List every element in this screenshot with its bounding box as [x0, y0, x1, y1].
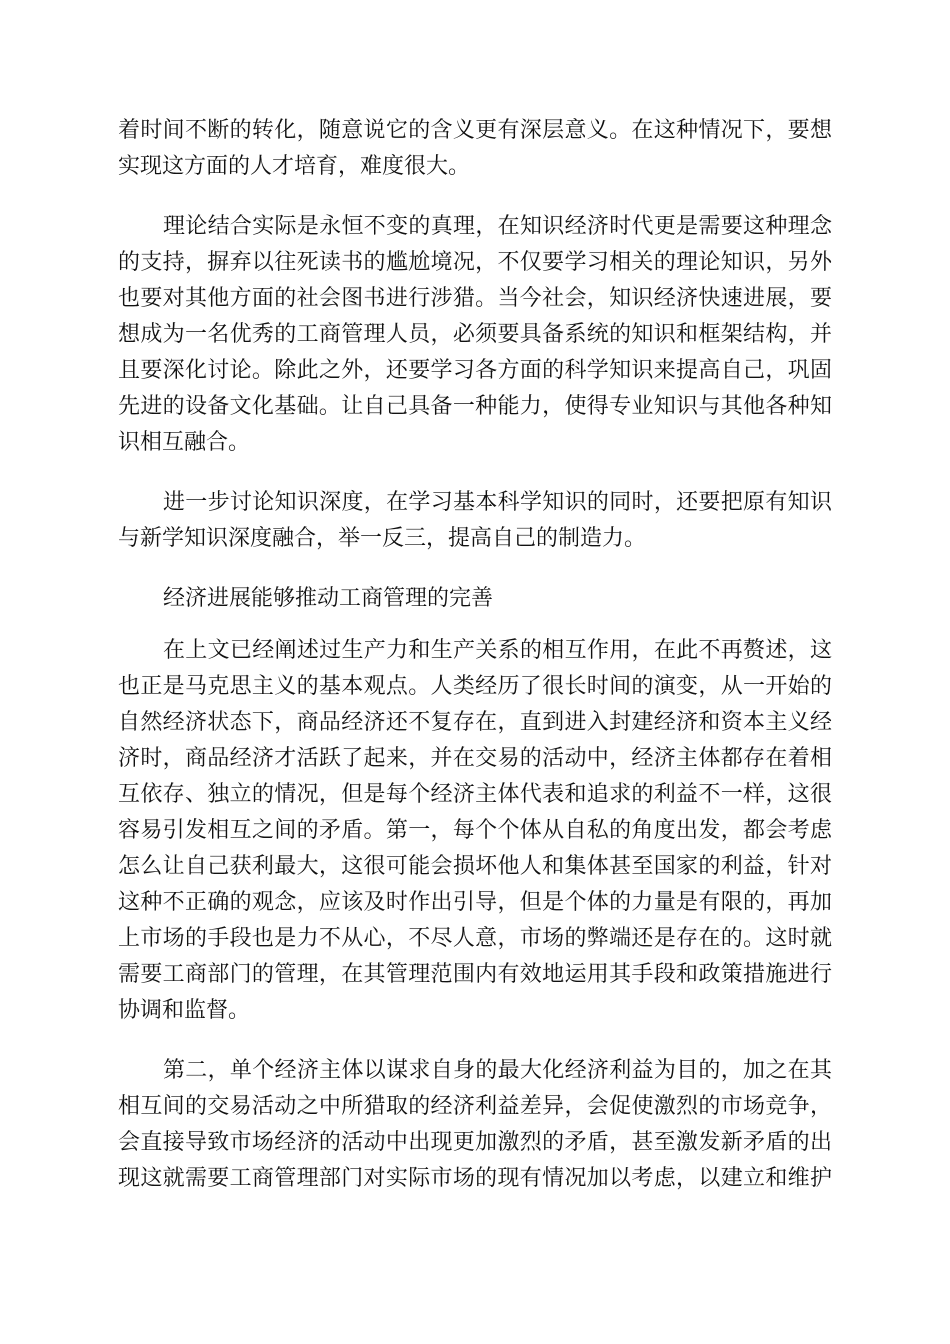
text-line: 协调和监督。 [118, 998, 251, 1023]
text-line: 在上文已经阐述过生产力和生产关系的相互作用，在此不再赘述，这 [163, 638, 832, 663]
text-line: 着时间不断的转化，随意说它的含义更有深层意义。在这种情况下，要想 [118, 118, 832, 143]
section-heading: 经济进展能够推动工商管理的完善 [163, 586, 494, 611]
text-line: 第二，单个经济主体以谋求自身的最大化经济利益为目的，加之在其 [163, 1058, 832, 1083]
text-line: 这种不正确的观念，应该及时作出引导，但是个体的力量是有限的，再加 [118, 890, 832, 915]
text-line: 理论结合实际是永恒不变的真理，在知识经济时代更是需要这种理念 [163, 214, 832, 239]
text-line: 会直接导致市场经济的活动中出现更加激烈的矛盾，甚至激发新矛盾的出 [118, 1130, 832, 1155]
text-line: 现这就需要工商管理部门对实际市场的现有情况加以考虑，以建立和维护 [118, 1166, 832, 1191]
text-line: 也正是马克思主义的基本观点。人类经历了很长时间的演变，从一开始的 [118, 674, 832, 699]
text-line: 容易引发相互之间的矛盾。第一，每个个体从自私的角度出发，都会考虑 [118, 818, 832, 843]
text-line: 上市场的手段也是力不从心，不尽人意，市场的弊端还是存在的。这时就 [118, 926, 832, 951]
text-line: 识相互融合。 [118, 430, 251, 455]
text-line: 也要对其他方面的社会图书进行涉猎。当今社会，知识经济快速进展，要 [118, 286, 832, 311]
text-line: 且要深化讨论。除此之外，还要学习各方面的科学知识来提高自己，巩固 [118, 358, 832, 383]
text-line: 互依存、独立的情况，但是每个经济主体代表和追求的利益不一样，这很 [118, 782, 832, 807]
text-line: 进一步讨论知识深度，在学习基本科学知识的同时，还要把原有知识 [163, 490, 832, 515]
text-line: 先进的设备文化基础。让自己具备一种能力，使得专业知识与其他各种知 [118, 394, 832, 419]
text-line: 需要工商部门的管理，在其管理范围内有效地运用其手段和政策措施进行 [118, 962, 832, 987]
text-line: 实现这方面的人才培育，难度很大。 [118, 154, 471, 179]
text-line: 想成为一名优秀的工商管理人员，必须要具备系统的知识和框架结构，并 [118, 322, 832, 347]
text-line: 与新学知识深度融合，举一反三，提高自己的制造力。 [118, 526, 647, 551]
text-line: 自然经济状态下，商品经济还不复存在，直到进入封建经济和资本主义经 [118, 710, 832, 735]
text-line: 济时，商品经济才活跃了起来，并在交易的活动中，经济主体都存在着相 [118, 746, 832, 771]
text-line: 相互间的交易活动之中所猎取的经济利益差异，会促使激烈的市场竞争， [118, 1094, 832, 1119]
text-line: 怎么让自己获利最大，这很可能会损坏他人和集体甚至国家的利益，针对 [118, 854, 832, 879]
text-line: 的支持，摒弃以往死读书的尴尬境况，不仅要学习相关的理论知识，另外 [118, 250, 832, 275]
